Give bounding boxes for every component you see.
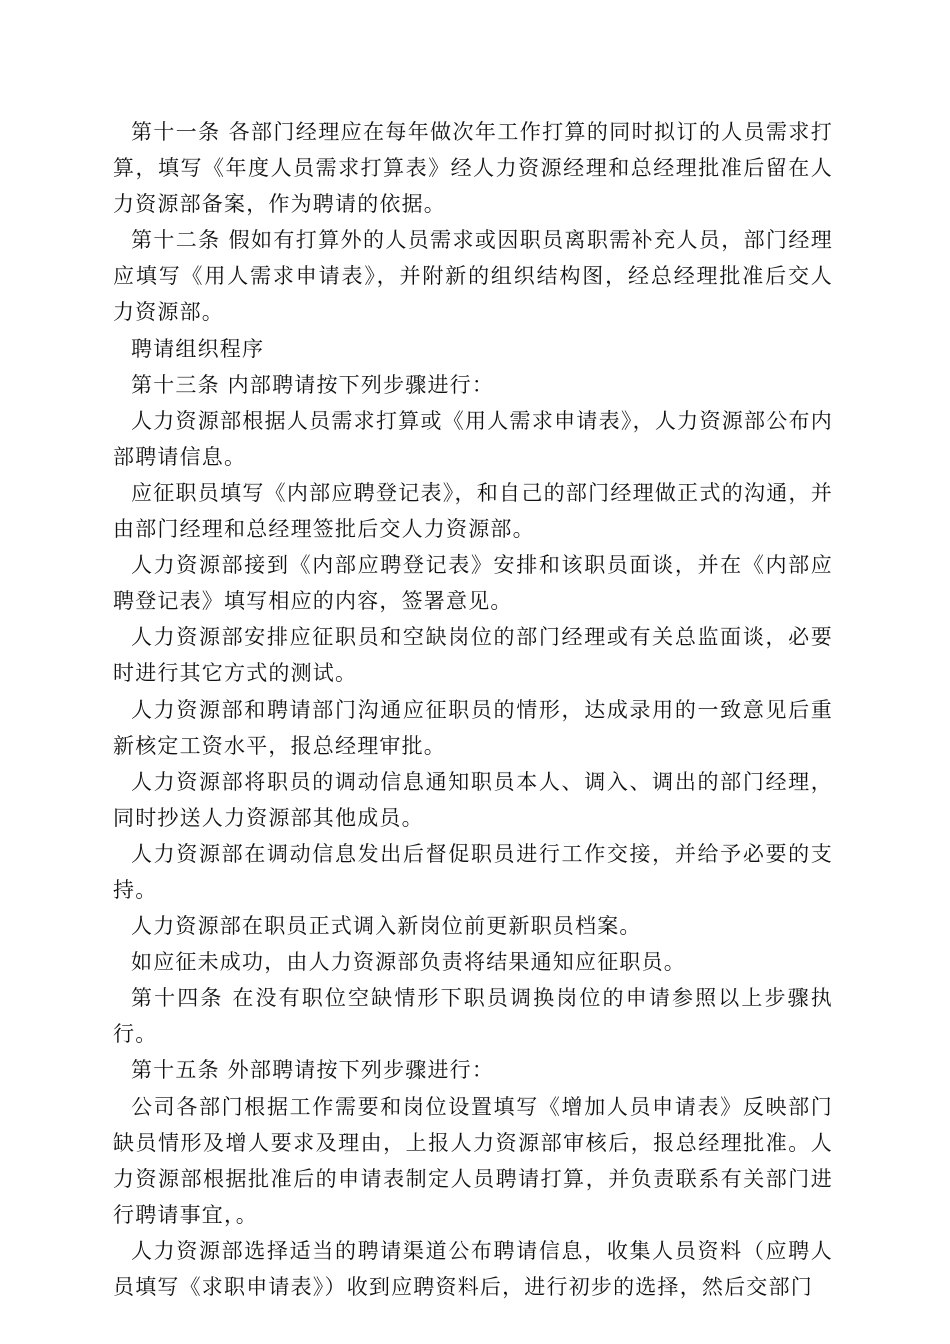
internal-step-paragraph: 人力资源部在调动信息发出后督促职员进行工作交接，并给予必要的支持。	[113, 841, 833, 902]
internal-step-paragraph: 应征职员填写《内部应聘登记表》，和自己的部门经理做正式的沟通，并由部门经理和总经理签批后交人力资源部。	[113, 480, 833, 542]
internal-step-paragraph: 人力资源部将职员的调动信息通知职员本人、调入、调出的部门经理，同时抄送人力资源部其他成员。	[113, 769, 833, 830]
article-13-paragraph: 第十三条 内部聘请按下列步骤进行：	[131, 372, 495, 397]
internal-step-paragraph: 人力资源部根据人员需求打算或《用人需求申请表》，人力资源部公布内部聘请信息。	[113, 408, 833, 469]
external-step-paragraph: 公司各部门根据工作需要和岗位设置填写《增加人员申请表》反映部门缺员情形及增人要求及理由，上报人力资源部审核后，报总经理批准。人力资源部根据批准后的申请表制定人员聘请打算，并负责联系有关部门进行聘请事宜，。	[113, 1094, 833, 1227]
internal-step-paragraph: 人力资源部接到《内部应聘登记表》安排和该职员面谈，并在《内部应聘登记表》填写相应的内容，签署意见。	[113, 553, 833, 614]
internal-step-paragraph: 人力资源部在职员正式调入新岗位前更新职员档案。	[131, 914, 642, 939]
internal-step-paragraph: 人力资源部和聘请部门沟通应征职员的情形，达成录用的一致意见后重新核定工资水平，报总经理审批。	[113, 697, 833, 758]
document-body	[113, 114, 833, 1305]
external-step-paragraph: 人力资源部选择适当的聘请渠道公布聘请信息，收集人员资料（应聘人员填写《求职申请表》）收到应聘资料后，进行初步的选择，然后交部门	[113, 1238, 833, 1299]
article-15-paragraph: 第十五条 外部聘请按下列步骤进行：	[131, 1058, 495, 1083]
article-12-paragraph: 第十二条 假如有打算外的人员需求或因职员离职需补充人员，部门经理应填写《用人需求申请表》，并附新的组织结构图，经总经理批准后交人力资源部。	[113, 228, 833, 325]
article-11-paragraph: 第十一条 各部门经理应在每年做次年工作打算的同时拟订的人员需求打算，填写《年度人员需求打算表》经人力资源经理和总经理批准后留在人力资源部备案，作为聘请的依据。	[113, 120, 833, 217]
section-heading-recruitment-procedure: 聘请组织程序	[131, 336, 265, 361]
internal-step-paragraph: 如应征未成功，由人力资源部负责将结果通知应征职员。	[131, 950, 686, 975]
article-14-paragraph: 第十四条 在没有职位空缺情形下职员调换岗位的申请参照以上步骤执行。	[113, 986, 833, 1047]
internal-step-paragraph: 人力资源部安排应征职员和空缺岗位的部门经理或有关总监面谈，必要时进行其它方式的测试。	[113, 625, 833, 686]
